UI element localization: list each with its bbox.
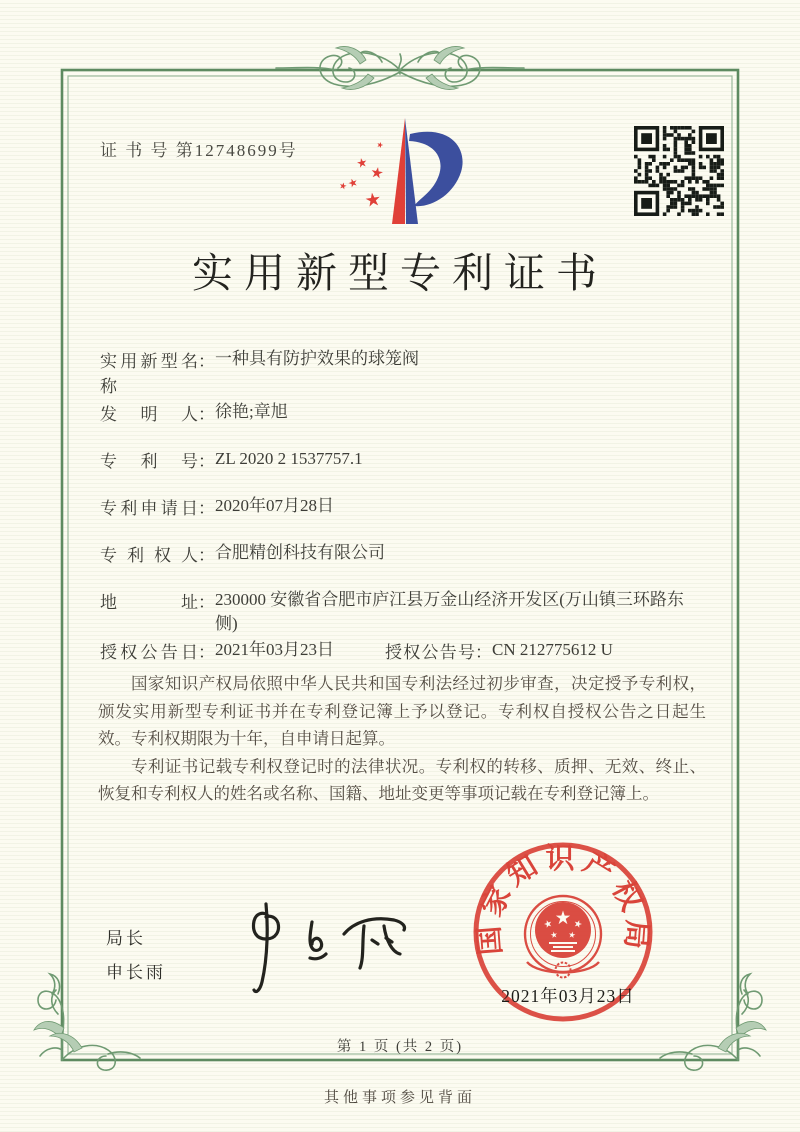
legal-paragraph-1: 国家知识产权局依照中华人民共和国专利法经过初步审查，决定授予专利权，颁发实用新型专利证书并在专利登记簿上予以登记。专利权自授权公告之日起生效。专利权期限为十年，自申请日起算。 (98, 674, 706, 748)
seal-text: 国家知识产权局 (472, 842, 654, 957)
field-value: CN 212775612 U (492, 640, 613, 659)
field-row-filing-date (100, 494, 334, 519)
field-value: 一种具有防护效果的球笼阀 (215, 349, 419, 368)
colon: ： (198, 546, 215, 565)
border-ornament-top (276, 47, 524, 90)
commissioner-block (106, 922, 166, 990)
field-row-patentee (100, 541, 385, 566)
field-label: 专利权人 (100, 546, 198, 565)
field-value: 徐艳;章旭 (215, 402, 288, 421)
national-emblem-icon (525, 896, 601, 978)
field-value: ZL 2020 2 1537757.1 (215, 449, 363, 468)
back-side-note: 其他事项参见背面 (323, 1090, 476, 1106)
field-grant-number (385, 638, 613, 663)
field-value: 合肥精创科技有限公司 (215, 543, 385, 562)
colon: ： (198, 593, 215, 612)
field-row-inventor (100, 400, 288, 425)
legal-paragraph-2: 专利证书记载专利权登记时的法律状况。专利权的转移、质押、无效、终止、恢复和专利权人的姓名或名称、国籍、地址变更等事项记载在专利登记簿上。 (98, 756, 706, 803)
cnipa-logo-icon (330, 112, 480, 234)
commissioner-signature-autograph (226, 890, 426, 1000)
colon: ： (198, 352, 215, 371)
field-row-patent-number (100, 447, 363, 472)
logo-stars (339, 141, 384, 207)
field-value: 230000 安徽省合肥市庐江县万金山经济开发区(万山镇三环路东侧) (215, 590, 684, 633)
logo-p-bowl (409, 132, 463, 206)
field-row-utility-model-name (100, 347, 419, 397)
field-label: 地址 (100, 593, 198, 612)
field-value: 2021年03月23日 (215, 640, 334, 659)
field-value: 2020年07月28日 (215, 496, 334, 515)
commissioner-title: 局长 (106, 929, 146, 948)
colon: ： (198, 643, 215, 662)
field-label: 专利申请日 (100, 499, 198, 518)
page-indicator: 第 1 页 (共 2 页) (336, 1039, 464, 1055)
colon: ： (198, 452, 215, 471)
field-label: 实用新型名称 (100, 352, 198, 396)
field-label: 发明人 (100, 405, 198, 424)
certificate-title: 实用新型专利证书 (192, 250, 608, 296)
colon: ： (475, 643, 492, 662)
seal-date: 2021年03月23日 (501, 986, 635, 1006)
field-row-address (100, 588, 693, 636)
colon: ： (198, 499, 215, 518)
colon: ： (198, 405, 215, 424)
field-label: 专利号 (100, 452, 198, 471)
qr-code (634, 126, 724, 216)
field-row-grant (100, 638, 720, 663)
legal-text-block (98, 670, 706, 808)
commissioner-name: 申长雨 (106, 963, 166, 982)
certificate-number: 证 书 号 第12748699号 (100, 141, 298, 160)
field-label: 授权公告日 (100, 643, 198, 662)
logo-wedge-red (392, 118, 405, 224)
field-label: 授权公告号 (385, 643, 475, 662)
